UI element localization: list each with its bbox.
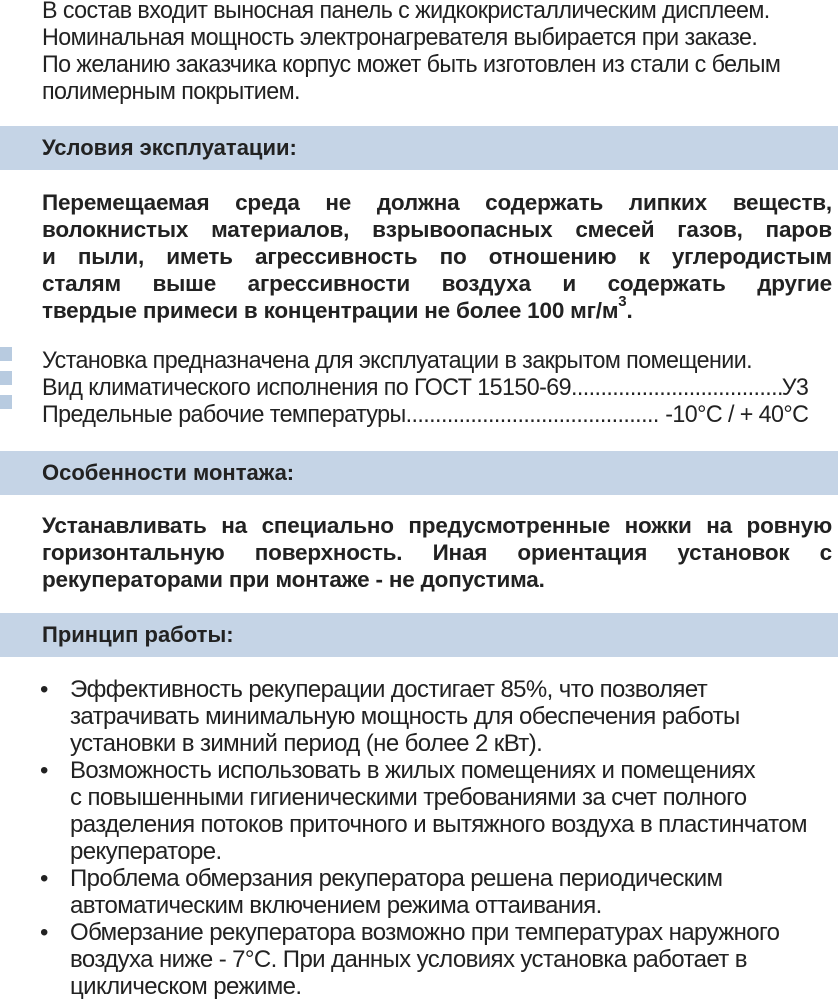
bullet-line: Эффективность рекуперации достигает 85%, что позволяет <box>70 676 708 703</box>
bullet-icon: • <box>40 919 48 946</box>
requirement-line: и пыли, иметь агрессивность по отношению к углеродистым <box>42 244 832 269</box>
leader-dots <box>406 401 660 428</box>
intro-line: Номинальная мощность электронагревателя выбирается при заказе. <box>42 24 758 51</box>
superscript-cube: 3 <box>618 293 627 310</box>
bullet-icon: • <box>40 676 48 703</box>
requirement-line-last <box>42 293 832 324</box>
section-header-operating-conditions <box>0 126 838 170</box>
list-item <box>42 676 832 757</box>
bullet-line: рекуператоре. <box>70 838 222 865</box>
list-item <box>42 757 832 865</box>
bullet-icon: • <box>40 757 48 784</box>
bullet-line: установки в зимний период (не более 2 кВт). <box>70 730 543 757</box>
bullet-line: циклическом режиме. <box>70 973 302 1000</box>
leader-dots <box>571 374 782 401</box>
climate-value: У3 <box>781 374 809 401</box>
temperature-label: Предельные рабочие температуры <box>42 401 406 428</box>
intro-paragraph <box>42 0 808 105</box>
mounting-line: горизонтальную поверхность. Иная ориентация установок с <box>42 540 832 565</box>
bullet-line: Обмерзание рекуператора возможно при температурах наружного <box>70 919 780 946</box>
intro-line: По желанию заказчика корпус может быть изготовлен из стали с белым <box>42 51 781 78</box>
temperature-value: -10°С / + 40°С <box>665 401 809 428</box>
section-title: Принцип работы: <box>42 622 234 647</box>
mounting-text <box>42 512 832 593</box>
bullet-line: Возможность использовать в жилых помещениях и помещениях <box>70 757 756 784</box>
climate-label: Вид климатического исполнения по ГОСТ 15150-69 <box>42 374 572 401</box>
section-header-mounting <box>0 451 838 495</box>
bullet-icon: • <box>40 865 48 892</box>
marker-square <box>0 395 12 409</box>
temperature-row <box>42 401 808 428</box>
requirement-last-text: твердые примеси в концентрации не более 100 мг/м <box>42 298 619 323</box>
bullet-line: воздуха ниже - 7°С. При данных условиях установка работает в <box>70 946 747 973</box>
marker-square <box>0 371 12 385</box>
intro-line: полимерным покрытием. <box>42 78 300 105</box>
requirement-line: волокнистых материалов, взрывоопасных смесей газов, паров <box>42 217 832 242</box>
mounting-line: Устанавливать на специально предусмотренные ножки на ровную <box>42 513 832 538</box>
marker-square <box>0 347 12 361</box>
list-item <box>42 919 832 1000</box>
section-title: Особенности монтажа: <box>42 460 295 485</box>
bullet-line: разделения потоков приточного и вытяжного воздуха в пластинчатом <box>70 811 807 838</box>
mounting-line: рекуператорами при монтаже - не допустима. <box>42 567 545 592</box>
bullet-line: с повышенными гигиеническими требованиями за счет полного <box>70 784 747 811</box>
section-header-principle <box>0 613 838 657</box>
requirement-last-period: . <box>626 298 633 323</box>
bullet-line: автоматическим включением режима оттаивания. <box>70 892 602 919</box>
usage-line: Установка предназначена для эксплуатации в закрытом помещении. <box>42 347 753 374</box>
principle-bullet-list <box>42 676 832 1000</box>
bullet-line: Проблема обмерзания рекуператора решена периодическим <box>70 865 723 892</box>
list-item <box>42 865 832 919</box>
section-title: Условия эксплуатации: <box>42 135 297 160</box>
requirement-line: Перемещаемая среда не должна содержать липких веществ, <box>42 190 832 215</box>
requirement-line: сталям выше агрессивности воздуха и содержать другие <box>42 271 832 296</box>
climate-row <box>42 374 808 401</box>
operating-conditions-requirements <box>42 189 832 324</box>
intro-line: В состав входит выносная панель с жидкокристаллическим дисплеем. <box>42 0 770 24</box>
climate-specs <box>42 347 808 428</box>
side-markers <box>0 347 12 419</box>
bullet-line: затрачивать минимальную мощность для обеспечения работы <box>70 703 740 730</box>
